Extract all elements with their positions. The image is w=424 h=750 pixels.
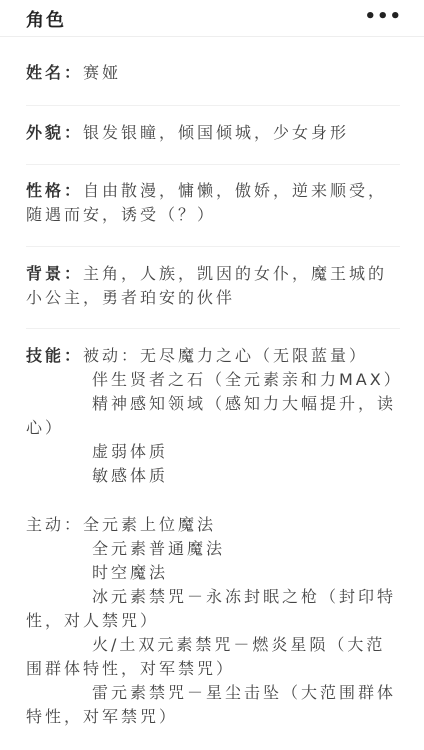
active-skill-3: 时空魔法 [92,563,169,582]
more-options-icon[interactable]: ••• [364,6,402,27]
active-skill-row-1 [26,513,400,537]
personality-row [26,179,400,227]
personality-label: 性格： [26,181,84,200]
background-row [26,262,400,310]
character-profile [26,37,403,729]
name-value: 赛娅 [83,63,122,82]
passive-skill-1: 无尽魔力之心（无限蓝量） [140,346,369,365]
personality-section [26,165,400,247]
passive-skill-4: 虚弱体质 [92,442,169,461]
active-skill-2: 全元素普通魔法 [92,539,226,558]
personality-value: 自由散漫，慵懒，傲娇，逆来顺受，随遇而安，诱受（？） [26,181,388,224]
background-section [26,247,400,329]
skills-section [26,329,403,729]
active-label: 主动： [26,515,84,534]
active-skill-4: 冰元素禁咒－永冻封眠之枪（封印特性，对人禁咒） [26,587,397,630]
appearance-label: 外貌： [26,123,84,142]
spacer [26,488,400,513]
active-skill-6: 雷元素禁咒－星尘击坠（大范围群体特性，对军禁咒） [26,683,397,726]
top-bar [0,0,424,37]
name-label: 姓名： [26,63,84,82]
name-row [26,61,400,85]
page-title: 角色 [26,10,66,31]
passive-label: 被动： [83,346,141,365]
appearance-row [26,121,400,145]
name-section [26,37,400,106]
passive-skill-5: 敏感体质 [92,466,169,485]
appearance-section [26,106,400,165]
appearance-value: 银发银瞳，倾国倾城，少女身形 [83,123,350,142]
passive-skill-2: 伴生贤者之石（全元素亲和力MAX） [92,370,403,389]
passive-skill-row-1 [26,344,400,368]
passive-skill-3: 精神感知领域（感知力大幅提升，读心） [26,394,397,437]
active-skill-5: 火/土双元素禁咒－燃炎星陨（大范围群体特性，对军禁咒） [26,635,386,678]
background-value: 主角，人族，凯因的女仆，魔王城的小公主，勇者珀安的伙伴 [26,264,388,307]
active-skill-1: 全元素上位魔法 [83,515,217,534]
background-label: 背景： [26,264,84,283]
skills-label: 技能： [26,346,84,365]
